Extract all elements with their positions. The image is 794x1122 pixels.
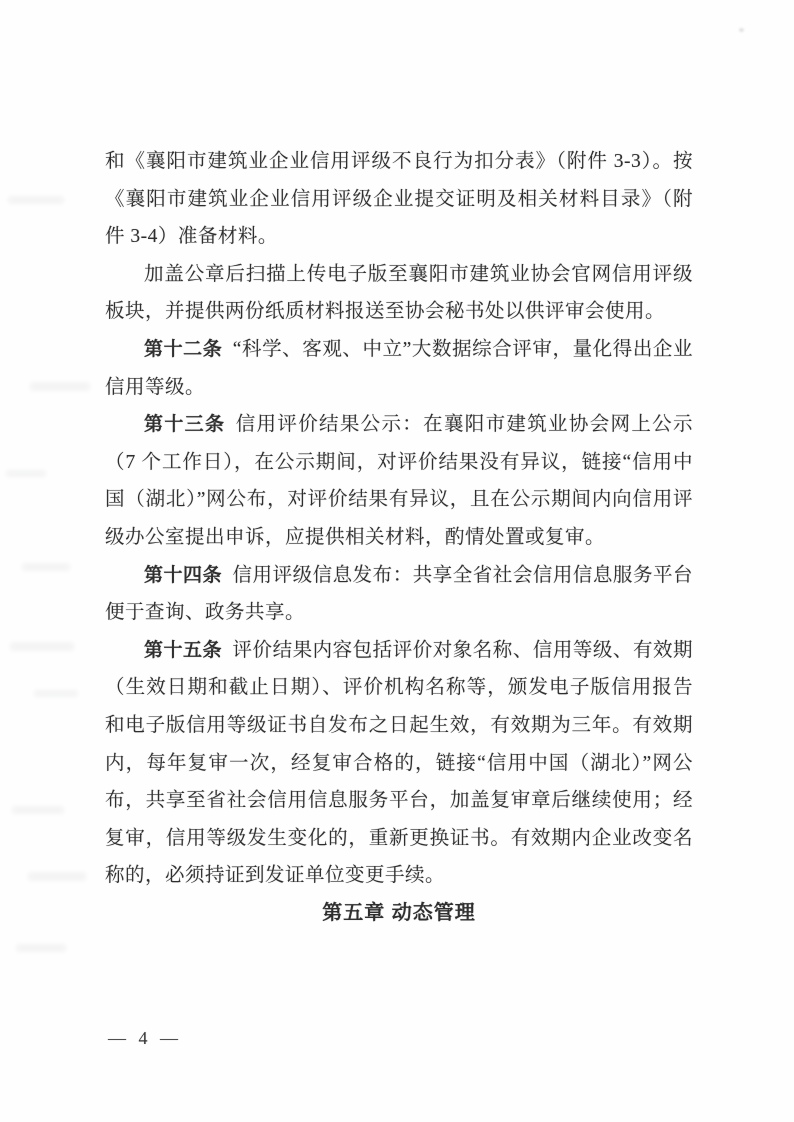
paragraph-text: 加盖公章后扫描上传电子版至襄阳市建筑业协会官网信用评级板块，并提供两份纸质材料报送至协会秘书处以供评审会使用。 — [105, 263, 693, 323]
scan-artifact — [12, 806, 64, 814]
paragraph-article-12 — [105, 331, 693, 406]
paragraph-article-13 — [105, 406, 693, 556]
article-number: 第十二条 — [144, 338, 223, 360]
article-number: 第十五条 — [144, 639, 223, 661]
scan-artifact — [22, 563, 70, 571]
article-number: 第十四条 — [144, 564, 223, 586]
document-body — [105, 143, 693, 932]
scan-artifact — [30, 382, 90, 391]
paragraph-article-14 — [105, 557, 693, 632]
paragraph-text: “科学、客观、中立”大数据综合评审，量化得出企业信用等级。 — [105, 338, 693, 398]
chapter-heading: 第五章 动态管理 — [322, 901, 476, 924]
scan-artifact — [16, 944, 66, 952]
scan-artifact — [28, 872, 86, 881]
paragraph — [105, 256, 693, 331]
scan-artifact — [34, 690, 78, 697]
paragraph — [105, 143, 693, 256]
scan-artifact — [8, 196, 64, 204]
scan-artifact — [10, 642, 74, 651]
scan-artifact — [6, 470, 46, 477]
paragraph-text: 信用评级信息发布：共享全省社会信用信息服务平台便于查询、政务共享。 — [105, 564, 693, 624]
page-number: — 4 — — [108, 1028, 182, 1048]
article-number: 第十三条 — [144, 414, 226, 436]
paragraph-article-15 — [105, 632, 693, 895]
paragraph-text: 信用评价结果公示：在襄阳市建筑业协会网上公示（7 个工作日），在公示期间，对评价结果没有异议，链接“信用中国（湖北）”网公布，对评价结果有异议，且在公示期间内向信用评级办公室提出申诉，应提供相关材料，酌情处置或复审。 — [105, 414, 693, 548]
paragraph-text: 评价结果内容包括评价对象名称、信用等级、有效期（生效日期和截止日期）、评价机构名称等，颁发电子版信用报告和电子版信用等级证书自发布之日起生效，有效期为三年。有效期内，每年复审一次，经复审合格的，链接“信用中国（湖北）”网公布，共享至省社会信用信息服务平台，加盖复审章后继续使用；经复审，信用等级发生变化的，重新更换证书。有效期内企业改变名称的，必须持证到发证单位变更手续。 — [105, 639, 693, 887]
paragraph-text: 和《襄阳市建筑业企业信用评级不良行为扣分表》（附件 3-3）。按《襄阳市建筑业企业信用评级企业提交证明及相关材料目录》（附件 3-4）准备材料。 — [105, 151, 693, 248]
scan-speck — [739, 28, 744, 32]
